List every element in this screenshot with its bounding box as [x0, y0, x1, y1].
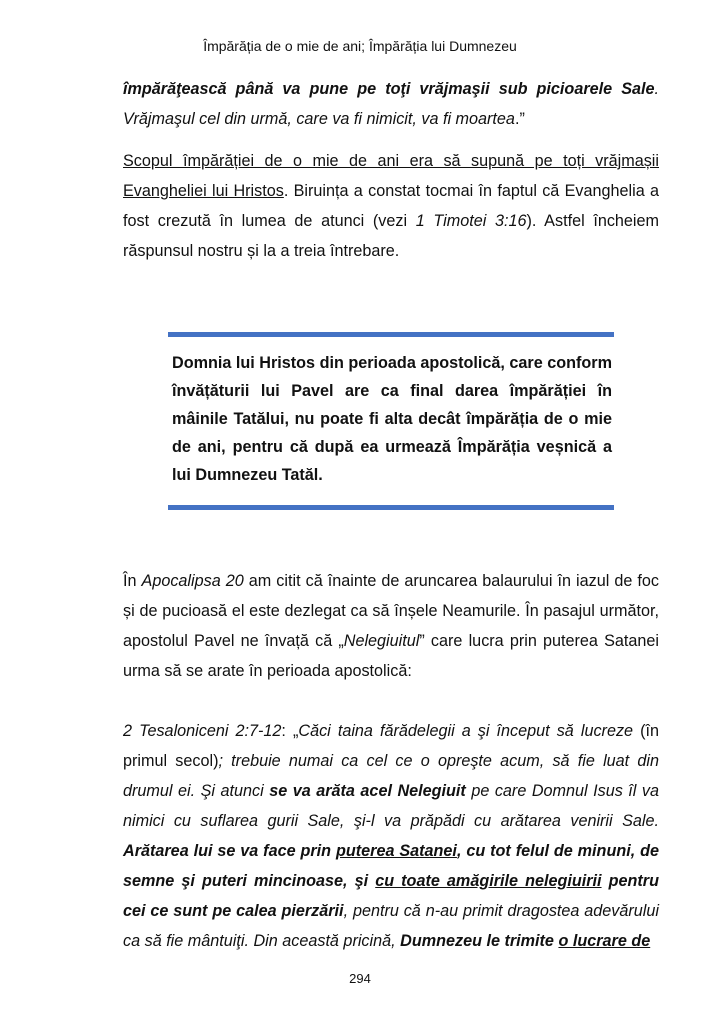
body-text: ” care lucra prin puterea Satanei urma să se arate în perioada apostolică: — [123, 632, 659, 680]
body-text: . Biruința a constat tocmai în faptul că Evanghelia a fost crezută în lumea de atunci (vezi — [123, 182, 659, 230]
quote-bold-text: pentru cei ce sunt pe calea pierzării — [123, 872, 659, 920]
quote-italic-text: , pentru că n-au primit dragostea adevărului ca să fie mântuiţi. Din această pricină, — [123, 902, 659, 950]
body-text: am citit că înainte de aruncarea balaurului în iazul de foc și de pucioasă el este dezlegat ca să înșele Neamurile. În pasajul următor, apostolul Pavel ne învață că „ — [123, 572, 659, 650]
paragraph-1-text — [123, 74, 659, 134]
paragraph-1 — [123, 74, 659, 134]
scripture-reference: 1 Timotei 3:16 — [415, 212, 527, 230]
quote-bold-underlined-text: puterea Satanei — [335, 842, 457, 860]
quote-italic-text: . Vrăjmaşul cel din urmă, care va fi nimicit, va fi moartea — [123, 80, 659, 128]
scripture-reference: Apocalipsa 20 — [141, 572, 244, 590]
running-header: Împărăția de o mie de ani; Împărăția lui Dumnezeu — [203, 38, 517, 54]
quote-bold-text: Arătarea lui se va face prin — [123, 842, 336, 860]
quote-bold-text: Dumnezeu le trimite — [400, 932, 559, 950]
quote-bold-underlined-text: o lucrare de — [558, 932, 651, 950]
body-text: (în primul secol) — [123, 722, 659, 770]
quote-bold-text: se va arăta acel Nelegiuit — [269, 782, 466, 800]
paragraph-2-text — [123, 146, 659, 266]
quote-italic-text: ; trebuie numai ca cel ce o opreşte acum, să fie luat din drumul ei. Şi atunci — [123, 752, 659, 800]
paragraph-4 — [123, 716, 659, 956]
body-text: În — [123, 572, 142, 590]
quote-bold-text: , cu tot felul de minuni, de semne şi puteri mincinoase, şi — [123, 842, 660, 890]
scripture-reference: 2 Tesaloniceni 2:7-12 — [123, 722, 282, 740]
body-text: ). Astfel încheiem răspunsul nostru și la a treia întrebare. — [123, 212, 660, 260]
callout-text: Domnia lui Hristos din perioada apostolică, care conform învățăturii lui Pavel are ca final darea împărăției în mâinile Tatălui, nu poate fi alta decât împărăția de o mie de ani, pentru că după ea urmează Împărăția veșnică a lui Dumnezeu Tatăl. — [172, 354, 612, 484]
quote-bold-text: împărăţească până va pune pe toţi vrăjmaşii sub picioarele Sale — [123, 80, 655, 98]
quote-bold-underlined-text: cu toate amăgirile nelegiuirii — [375, 872, 602, 890]
emphasized-term: Nelegiuitul — [343, 632, 420, 650]
paragraph-3-text — [123, 566, 659, 686]
quote-close: .” — [514, 110, 525, 128]
underlined-statement: Scopul împărăției de o mie de ani era să supună pe toți vrăjmașii Evangheliei lui Hristos — [123, 152, 659, 200]
body-text: : „ — [281, 722, 299, 740]
quote-italic-text: pe care Domnul Isus îl va nimici cu suflarea gurii Sale, şi-l va prăpădi cu arătarea venirii Sale. — [123, 782, 660, 830]
page-number: 294 — [349, 971, 371, 986]
paragraph-2 — [123, 146, 659, 266]
paragraph-4-text — [123, 716, 659, 956]
paragraph-3 — [123, 566, 659, 686]
quote-italic-text: Căci taina fărădelegii a şi început să lucreze — [298, 722, 634, 740]
